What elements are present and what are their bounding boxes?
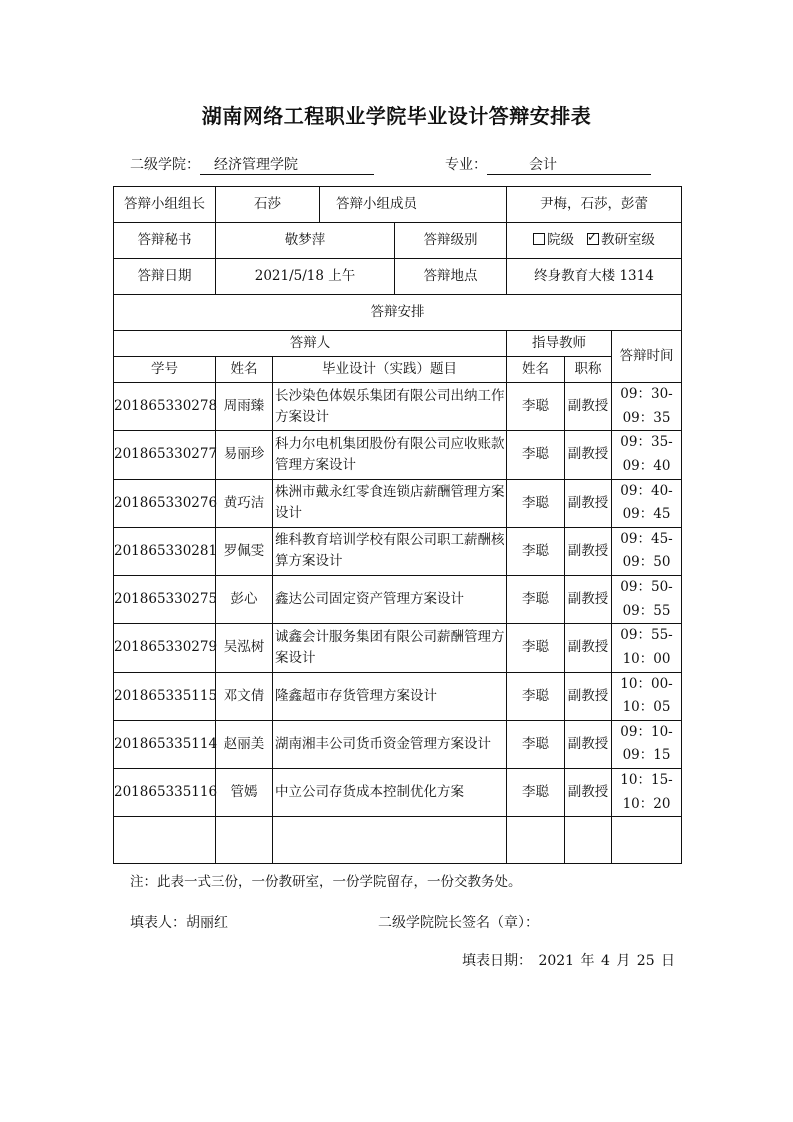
student-name-cell: 吴泓树 bbox=[216, 624, 273, 672]
date-label: 答辩日期 bbox=[114, 259, 216, 295]
student-name-cell: 周雨臻 bbox=[216, 383, 273, 431]
table-row bbox=[114, 672, 682, 720]
column-header-row bbox=[114, 357, 682, 383]
place-label: 答辩地点 bbox=[395, 259, 507, 295]
topic-cell: 诚鑫会计服务集团有限公司薪酬管理方案设计 bbox=[273, 624, 507, 672]
leader-label: 答辩小组组长 bbox=[114, 187, 216, 223]
empty-cell bbox=[565, 817, 612, 864]
col-id-header: 学号 bbox=[114, 357, 216, 383]
fill-date-text: 填表日期： 2021 年 4 月 25 日 bbox=[462, 953, 676, 969]
advisor-title-cell: 副教授 bbox=[565, 720, 612, 768]
defense-time-cell: 10：00-10：05 bbox=[612, 672, 682, 720]
topic-cell: 鑫达公司固定资产管理方案设计 bbox=[273, 576, 507, 624]
table-row bbox=[114, 479, 682, 527]
defense-time-cell: 09：45-09：50 bbox=[612, 527, 682, 575]
major-value: 会计 bbox=[487, 154, 651, 175]
advisor-title-cell: 副教授 bbox=[565, 624, 612, 672]
advisor-title-cell: 副教授 bbox=[565, 769, 612, 817]
defense-time-cell: 09：40-09：45 bbox=[612, 479, 682, 527]
empty-row bbox=[114, 817, 682, 864]
student-id-cell: 201865335116 bbox=[114, 769, 216, 817]
major-field bbox=[445, 154, 651, 175]
topic-cell: 科力尔电机集团股份有限公司应收账款管理方案设计 bbox=[273, 431, 507, 479]
info-row-leader bbox=[114, 187, 682, 223]
advisor-title-cell: 副教授 bbox=[565, 479, 612, 527]
topic-cell: 株洲市戴永红零食连锁店薪酬管理方案设计 bbox=[273, 479, 507, 527]
col-topic-header: 毕业设计（实践）题目 bbox=[273, 357, 507, 383]
advisor-name-cell: 李聪 bbox=[507, 527, 565, 575]
table-row bbox=[114, 624, 682, 672]
col-advisor-name-header: 姓名 bbox=[507, 357, 565, 383]
topic-cell: 湖南湘丰公司货币资金管理方案设计 bbox=[273, 720, 507, 768]
empty-cell bbox=[216, 817, 273, 864]
college-label: 二级学院： bbox=[130, 157, 200, 173]
student-name-cell: 易丽珍 bbox=[216, 431, 273, 479]
info-row-date bbox=[114, 259, 682, 295]
group-header-row bbox=[114, 331, 682, 357]
date-value: 2021/5/18 上午 bbox=[216, 259, 395, 295]
topic-cell: 长沙染色体娱乐集团有限公司出纳工作方案设计 bbox=[273, 383, 507, 431]
place-value: 终身教育大楼 1314 bbox=[507, 259, 682, 295]
student-name-cell: 赵丽美 bbox=[216, 720, 273, 768]
table-row bbox=[114, 720, 682, 768]
level-college-label: 院级 bbox=[547, 232, 575, 249]
empty-cell bbox=[114, 817, 216, 864]
advisor-header: 指导教师 bbox=[507, 331, 612, 357]
topic-cell: 维科教育培训学校有限公司职工薪酬核算方案设计 bbox=[273, 527, 507, 575]
advisor-title-cell: 副教授 bbox=[565, 672, 612, 720]
topic-cell: 隆鑫超市存货管理方案设计 bbox=[273, 672, 507, 720]
defense-schedule-table bbox=[113, 186, 682, 864]
advisor-title-cell: 副教授 bbox=[565, 431, 612, 479]
student-id-cell: 201865335115 bbox=[114, 672, 216, 720]
defense-time-cell: 10：15-10：20 bbox=[612, 769, 682, 817]
defense-time-cell: 09：50-09：55 bbox=[612, 576, 682, 624]
student-name-cell: 罗佩雯 bbox=[216, 527, 273, 575]
respondent-header: 答辩人 bbox=[114, 331, 507, 357]
advisor-name-cell: 李聪 bbox=[507, 624, 565, 672]
table-row bbox=[114, 576, 682, 624]
empty-cell bbox=[507, 817, 565, 864]
advisor-name-cell: 李聪 bbox=[507, 576, 565, 624]
defense-time-cell: 09：55-10：00 bbox=[612, 624, 682, 672]
table-row bbox=[114, 383, 682, 431]
advisor-title-cell: 副教授 bbox=[565, 527, 612, 575]
col-title-header: 职称 bbox=[565, 357, 612, 383]
page-title: 湖南网络工程职业学院毕业设计答辩安排表 bbox=[201, 104, 592, 128]
leader-value: 石莎 bbox=[216, 187, 320, 223]
defense-time-cell: 09：35-09：40 bbox=[612, 431, 682, 479]
members-label: 答辩小组成员 bbox=[320, 187, 507, 223]
table-row bbox=[114, 527, 682, 575]
level-label: 答辩级别 bbox=[395, 223, 507, 259]
dean-signature-label: 二级学院院长签名（章）： bbox=[378, 915, 539, 931]
topic-cell: 中立公司存货成本控制优化方案 bbox=[273, 769, 507, 817]
members-value: 尹梅，石莎，彭蕾 bbox=[507, 187, 682, 223]
level-options bbox=[507, 223, 682, 259]
empty-cell bbox=[612, 817, 682, 864]
defense-time-cell: 09：10-09：15 bbox=[612, 720, 682, 768]
advisor-title-cell: 副教授 bbox=[565, 383, 612, 431]
student-id-cell: 201865335114 bbox=[114, 720, 216, 768]
secretary-value: 敬梦萍 bbox=[216, 223, 395, 259]
defense-time-cell: 09：30-09：35 bbox=[612, 383, 682, 431]
empty-cell bbox=[273, 817, 507, 864]
advisor-name-cell: 李聪 bbox=[507, 383, 565, 431]
student-id-cell: 201865330281 bbox=[114, 527, 216, 575]
advisor-name-cell: 李聪 bbox=[507, 672, 565, 720]
level-dept-checkbox[interactable] bbox=[587, 233, 599, 245]
student-name-cell: 黄巧洁 bbox=[216, 479, 273, 527]
note-text: 注：此表一式三份，一份教研室，一份学院留存，一份交教务处。 bbox=[130, 874, 522, 890]
student-name-cell: 邓文倩 bbox=[216, 672, 273, 720]
student-name-cell: 管嫣 bbox=[216, 769, 273, 817]
advisor-name-cell: 李聪 bbox=[507, 479, 565, 527]
table-row bbox=[114, 431, 682, 479]
student-id-cell: 201865330277 bbox=[114, 431, 216, 479]
secretary-label: 答辩秘书 bbox=[114, 223, 216, 259]
filler-text: 填表人：胡丽红 bbox=[130, 915, 228, 931]
advisor-title-cell: 副教授 bbox=[565, 576, 612, 624]
major-label: 专业： bbox=[445, 157, 487, 173]
info-row-secretary bbox=[114, 223, 682, 259]
student-id-cell: 201865330279 bbox=[114, 624, 216, 672]
student-name-cell: 彭心 bbox=[216, 576, 273, 624]
level-college-checkbox[interactable] bbox=[533, 233, 545, 245]
student-id-cell: 201865330275 bbox=[114, 576, 216, 624]
advisor-name-cell: 李聪 bbox=[507, 431, 565, 479]
section-title: 答辩安排 bbox=[114, 295, 682, 331]
level-dept-label: 教研室级 bbox=[600, 232, 655, 249]
advisor-name-cell: 李聪 bbox=[507, 720, 565, 768]
college-field bbox=[130, 154, 374, 175]
college-value: 经济管理学院 bbox=[200, 154, 374, 175]
table-row bbox=[114, 769, 682, 817]
section-row bbox=[114, 295, 682, 331]
student-id-cell: 201865330278 bbox=[114, 383, 216, 431]
time-header: 答辩时间 bbox=[612, 331, 682, 383]
advisor-name-cell: 李聪 bbox=[507, 769, 565, 817]
col-name-header: 姓名 bbox=[216, 357, 273, 383]
student-id-cell: 201865330276 bbox=[114, 479, 216, 527]
